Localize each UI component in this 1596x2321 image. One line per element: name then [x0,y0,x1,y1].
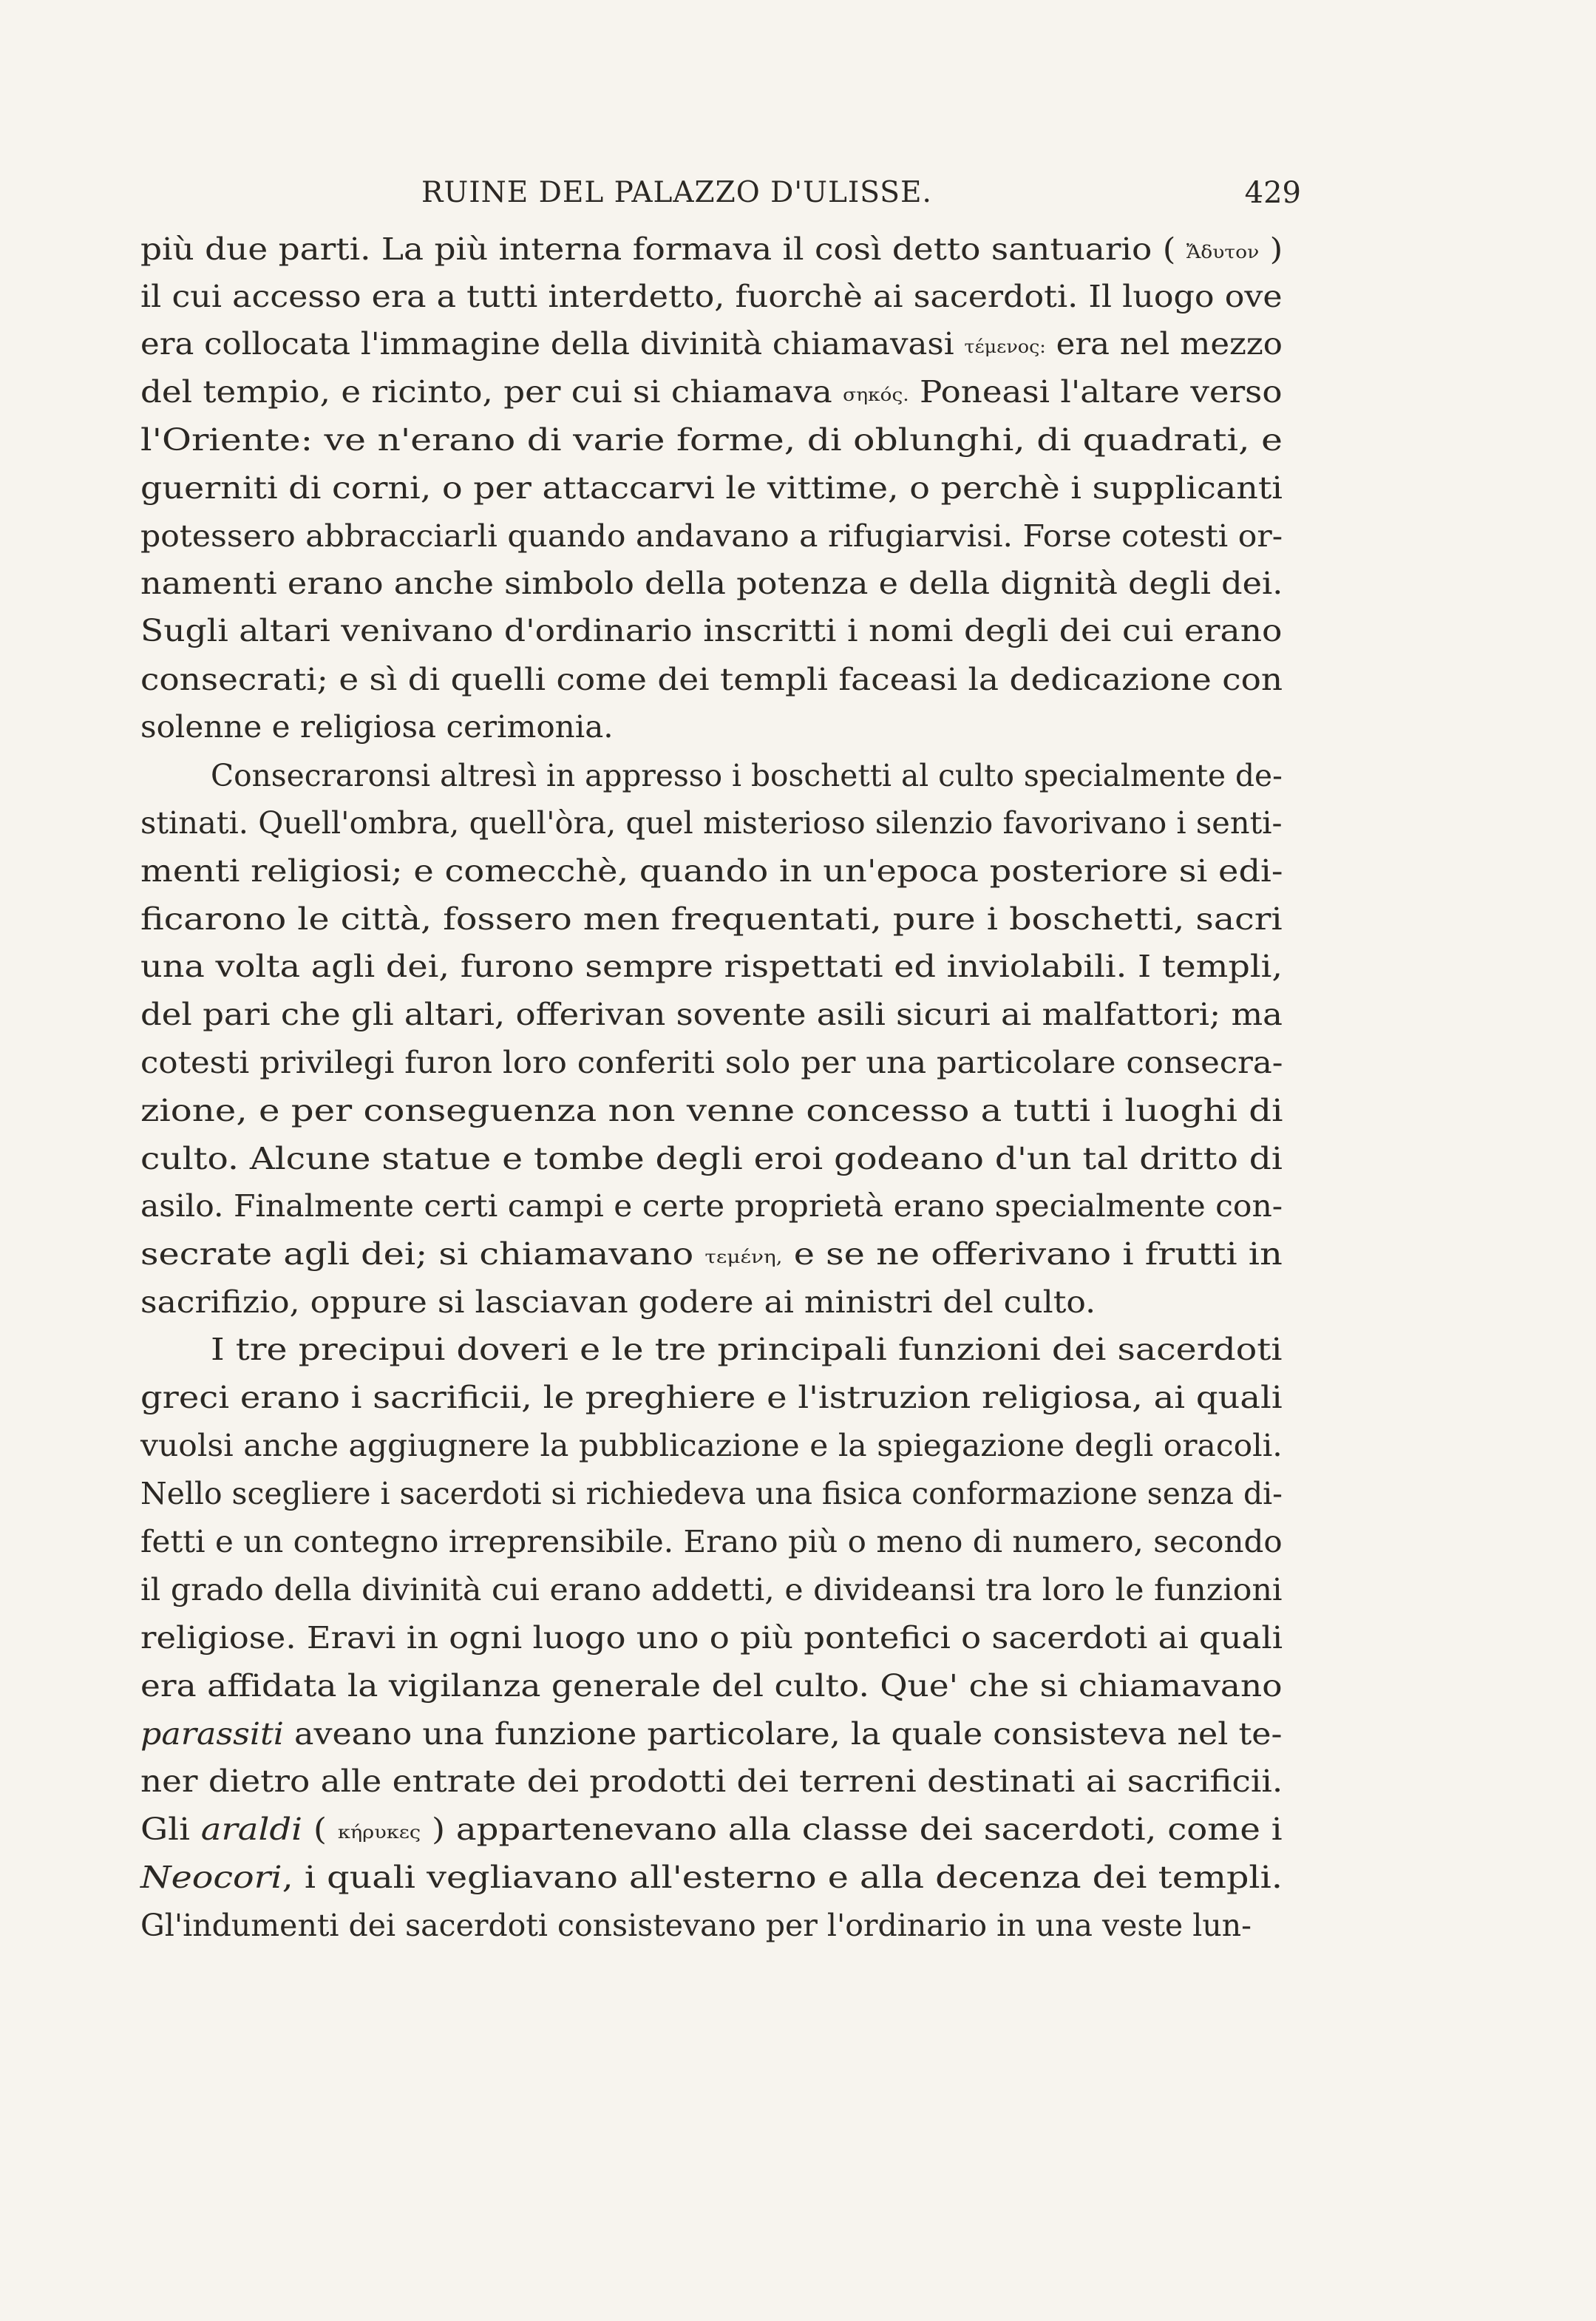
text-segment: religiose. Eravi in ogni luogo uno o più pontefici o sacerdoti ai quali [140,1620,1283,1656]
text-segment: era nel mezzo [1045,326,1283,362]
text-line [211,750,1283,801]
text-segment: ficarono le città, fossero men frequentati, pure i boschetti, sacri [140,901,1283,937]
text-segment: guerniti di corni, o per attaccarvi le vittime, o perchè i supplicanti [140,470,1283,506]
text-segment: namenti erano anche simbolo della potenza e della dignità degli dei. [140,566,1283,601]
text-segment: del pari che gli altari, offerivan sovente asili sicuri ai malfattori; ma [140,997,1283,1032]
text-line [140,1085,1283,1136]
text-line [140,654,1283,705]
body-text [140,222,1283,2218]
text-segment: del tempio, e ricinto, per cui si chiamava [140,374,843,410]
text-segment: Sugli altari venivano d'ordinario inscritti i nomi degli dei cui erano [140,613,1283,648]
text-line [140,1372,1283,1423]
text-segment: I tre precipui doveri e le tre principali funzioni dei sacerdoti [211,1332,1283,1367]
text-segment: stinati. Quell'ombra, quell'òra, quel misterioso silenzio favorivano i senti- [140,805,1283,841]
text-segment: consecrati; e sì di quelli come dei templi faceasi la dedicazione con [140,662,1283,697]
text-segment: più due parti. La più interna formava il così detto santuario ( [140,231,1186,267]
text-segment: ) [1259,231,1283,267]
text-line [140,1420,1283,1471]
text-line [140,1468,1283,1519]
greek-term: σηκός. [843,384,909,405]
text-segment: , i quali vegliavano all'esterno e alla decenza dei templi. [282,1860,1283,1895]
text-line [140,558,1283,609]
text-segment: zione, e per conseguenza non venne concesso a tutti i luoghi di [140,1093,1283,1128]
text-line [140,1037,1283,1088]
text-line [140,415,1283,465]
italic-term: Neocori [140,1860,282,1895]
page-header [421,176,1301,220]
text-segment: l'Oriente: ve n'erano di varie forme, di oblunghi, di quadrati, e [140,422,1283,458]
text-line [140,1181,1283,1231]
text-line [140,1756,1283,1806]
text-segment: cotesti privilegi furon loro conferiti solo per una particolare consecra- [140,1045,1283,1080]
text-line [140,463,1283,513]
text-line [140,1804,1283,1854]
greek-term: Ἄδυτον [1186,242,1260,262]
text-line [140,941,1283,992]
running-head: RUINE DEL PALAZZO D'ULISSE. [421,176,932,209]
text-line [140,1709,1282,1759]
text-line [211,1324,1283,1375]
text-segment: solenne e religiosa cerimonia. [140,709,614,745]
text-segment: Gli [140,1812,201,1847]
text-segment: Consecraronsi altresì in appresso i boschetti al culto specialmente de- [211,758,1283,793]
text-segment: fetti e un contegno irreprensibile. Erano più o meno di numero, secondo [140,1524,1283,1559]
text-line [140,1661,1283,1711]
text-segment: il grado della divinità cui erano addetti, e divideansi tra loro le funzioni [140,1572,1283,1607]
text-line [140,1852,1283,1902]
italic-term: parassiti [140,1716,284,1752]
text-line [140,271,1283,322]
text-segment: ( [302,1812,338,1847]
text-line [140,367,1283,417]
text-line [140,1900,1252,1951]
greek-term: τεμένη, [704,1247,783,1267]
text-segment: una volta agli dei, furono sempre rispettati ed inviolabili. I templi, [140,949,1283,984]
text-line [140,1565,1283,1615]
text-line [140,1134,1283,1184]
greek-term: τέμενος: [964,336,1046,357]
text-segment: era affidata la vigilanza generale del culto. Que' che si chiamavano [140,1668,1283,1704]
text-segment: asilo. Finalmente certi campi e certe proprietà erano specialmente con- [140,1188,1283,1224]
page-number: 429 [1244,176,1301,210]
text-line [140,1229,1283,1279]
greek-term: κήρυκες [337,1822,421,1843]
text-line [140,319,1283,369]
text-line [140,1517,1283,1567]
text-segment: menti religiosi; e comecchè, quando in un'epoca posteriore si edi- [140,853,1283,889]
text-line [140,1613,1283,1663]
italic-term: araldi [200,1812,303,1847]
text-segment: aveano una funzione particolare, la quale consisteva nel te- [283,1716,1283,1752]
text-segment: Gl'indumenti dei sacerdoti consistevano per l'ordinario in una veste lun- [140,1908,1252,1943]
text-line [140,606,1282,656]
text-segment: sacrifizio, oppure si lasciavan godere ai ministri del culto. [140,1284,1096,1320]
text-line [140,511,1283,561]
text-segment: greci erano i sacrificii, le preghiere e l'istruzion religiosa, ai quali [140,1380,1283,1415]
text-segment: Nello scegliere i sacerdoti si richiedeva una fisica conformazione senza di- [140,1476,1283,1511]
text-line [140,702,614,752]
text-segment: e se ne offerivano i frutti in [782,1236,1283,1272]
text-segment: ) appartenevano alla classe dei sacerdoti, come i [421,1812,1283,1847]
text-segment: ner dietro alle entrate dei prodotti dei terreni destinati ai sacrificii. [140,1763,1283,1799]
text-line [140,846,1283,896]
text-line [140,989,1283,1040]
text-line [140,1277,1096,1327]
text-segment: il cui accesso era a tutti interdetto, fuorchè ai sacerdoti. Il luogo ove [140,279,1283,314]
text-line [140,224,1283,274]
text-segment: culto. Alcune statue e tombe degli eroi godeano d'un tal dritto di [140,1141,1283,1176]
text-segment: Poneasi l'altare verso [909,374,1283,410]
text-segment: vuolsi anche aggiugnere la pubblicazione e la spiegazione degli oracoli. [140,1428,1283,1463]
text-line [140,894,1283,944]
text-segment: era collocata l'immagine della divinità chiamavasi [140,326,965,362]
text-segment: secrate agli dei; si chiamavano [140,1236,705,1272]
text-line [140,798,1283,848]
text-segment: potessero abbracciarli quando andavano a rifugiarvisi. Forse cotesti or- [140,518,1283,554]
